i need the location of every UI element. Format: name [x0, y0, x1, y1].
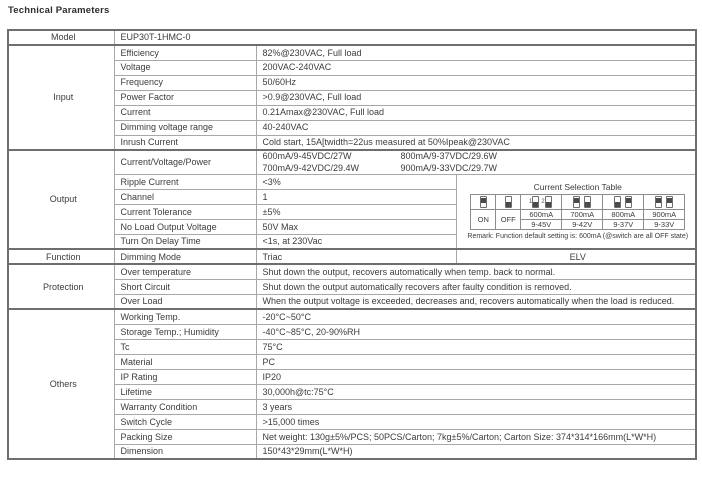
param-label: Tc	[114, 339, 256, 354]
voltage-option: 9-45V	[521, 220, 562, 230]
dip-number: 1	[528, 199, 533, 206]
cvp-value: 900mA/9-33VDC/29.7W	[400, 163, 498, 174]
current-option: 700mA	[562, 210, 603, 220]
selection-table-remark: Remark: Function default setting is: 600mA (@switch are all OFF state)	[467, 233, 689, 241]
section-label-protection: Protection	[8, 264, 114, 309]
param-label: Lifetime	[114, 384, 256, 399]
param-value: ELV	[456, 249, 696, 264]
param-label: Over Load	[114, 294, 256, 309]
table-row-current-voltage-power	[8, 150, 696, 174]
param-value: -20°C~50°C	[256, 309, 696, 324]
table-row-over-temperature	[8, 264, 696, 279]
dip-switch-icon	[573, 196, 580, 208]
current-selection-table-title: Current Selection Table	[533, 181, 622, 192]
param-label: Voltage	[114, 60, 256, 75]
param-value: 50/60Hz	[256, 75, 696, 90]
param-value: IP20	[256, 369, 696, 384]
param-value: 3 years	[256, 399, 696, 414]
current-selection-table-cell	[456, 174, 696, 249]
section-label-output: Output	[8, 150, 114, 249]
param-value	[256, 150, 696, 174]
param-value: PC	[256, 354, 696, 369]
cvp-value: 700mA/9-42VDC/29.4W	[262, 163, 360, 174]
current-option: 900mA	[644, 210, 685, 220]
param-value: 50V Max	[256, 219, 456, 234]
param-label: Power Factor	[114, 90, 256, 105]
section-label-others: Others	[8, 309, 114, 459]
param-label: Storage Temp.; Humidity	[114, 324, 256, 339]
param-label: Turn On Delay Time	[114, 234, 256, 249]
table-row-efficiency	[8, 45, 696, 60]
param-value: 1	[256, 189, 456, 204]
cvp-value: 600mA/9-45VDC/27W	[262, 151, 352, 161]
dip-number: 2	[541, 199, 545, 206]
dip-switch-off-icon	[505, 196, 512, 208]
param-label: Over temperature	[114, 264, 256, 279]
param-label: Current Tolerance	[114, 204, 256, 219]
param-label: Efficiency	[114, 45, 256, 60]
page-title: Technical Parameters	[8, 5, 110, 16]
param-value: 30,000h@tc:75°C	[256, 384, 696, 399]
voltage-option: 9-33V	[644, 220, 685, 230]
param-value: Triac	[256, 249, 456, 264]
param-value: Shut down the output automatically recovers after faulty condition is removed.	[256, 279, 696, 294]
param-label: Packing Size	[114, 429, 256, 444]
param-label: Frequency	[114, 75, 256, 90]
param-label: Inrush Current	[114, 135, 256, 150]
param-label: Dimming Mode	[114, 249, 256, 264]
table-row-model	[8, 30, 696, 45]
param-value: Shut down the output, recovers automatically when temp. back to normal.	[256, 264, 696, 279]
current-option: 800mA	[603, 210, 644, 220]
param-label: Material	[114, 354, 256, 369]
param-label: Current	[114, 105, 256, 120]
current-option: 600mA	[521, 210, 562, 220]
param-value: 82%@230VAC, Full load	[256, 45, 696, 60]
dip-icon-row	[471, 195, 685, 210]
param-label: Ripple Current	[114, 174, 256, 189]
param-value: 75°C	[256, 339, 696, 354]
param-value: 150*43*29mm(L*W*H)	[256, 444, 696, 459]
param-value: >15,000 times	[256, 414, 696, 429]
voltage-option: 9-42V	[562, 220, 603, 230]
param-value: Net weight: 130g±5%/PCS; 50PCS/Carton; 7kg±5%/Carton; Carton Size: 374*314*166mm(L*W*H)	[256, 429, 696, 444]
param-label: Short Circuit	[114, 279, 256, 294]
dip-switch-icon	[584, 196, 591, 208]
dip-switch-icon	[545, 196, 552, 208]
param-value: Cold start, 15A[twidth=22us measured at 50%Ipeak@230VAC	[256, 135, 696, 150]
dip-switch-icon	[625, 196, 632, 208]
voltage-option: 9-37V	[603, 220, 644, 230]
dip-current-row	[471, 210, 685, 220]
param-value: <3%	[256, 174, 456, 189]
technical-parameters-table	[7, 29, 697, 460]
model-label: Model	[8, 30, 114, 45]
current-selection-table	[470, 194, 685, 230]
param-value: -40°C~85°C, 20-90%RH	[256, 324, 696, 339]
param-label: Dimming voltage range	[114, 120, 256, 135]
cvp-value: 800mA/9-37VDC/29.6W	[400, 151, 498, 161]
param-label: Warranty Condition	[114, 399, 256, 414]
param-value: When the output voltage is exceeded, decreases and, recovers automatically when the load is reduced.	[256, 294, 696, 309]
param-value: 200VAC-240VAC	[256, 60, 696, 75]
param-label: Working Temp.	[114, 309, 256, 324]
table-row-working-temp	[8, 309, 696, 324]
section-label-input: Input	[8, 45, 114, 150]
param-label: Switch Cycle	[114, 414, 256, 429]
section-label-function: Function	[8, 249, 114, 264]
on-label: ON	[471, 210, 496, 230]
param-value: >0.9@230VAC, Full load	[256, 90, 696, 105]
dip-switch-on-icon	[480, 196, 487, 208]
param-label: IP Rating	[114, 369, 256, 384]
model-value: EUP30T-1HMC-0	[114, 30, 696, 45]
table-row-dimming-mode	[8, 249, 696, 264]
param-value: 0.21Amax@230VAC, Full load	[256, 105, 696, 120]
param-value: 40-240VAC	[256, 120, 696, 135]
param-label: Dimension	[114, 444, 256, 459]
dip-switch-icon	[666, 196, 673, 208]
param-label: Current/Voltage/Power	[114, 150, 256, 174]
dip-switch-icon	[655, 196, 662, 208]
param-value: <1s, at 230Vac	[256, 234, 456, 249]
param-label: No Load Output Voltage	[114, 219, 256, 234]
off-label: OFF	[496, 210, 521, 230]
param-label: Channel	[114, 189, 256, 204]
dip-switch-icon	[614, 196, 621, 208]
dip-switch-icon	[532, 196, 539, 208]
param-value: ±5%	[256, 204, 456, 219]
